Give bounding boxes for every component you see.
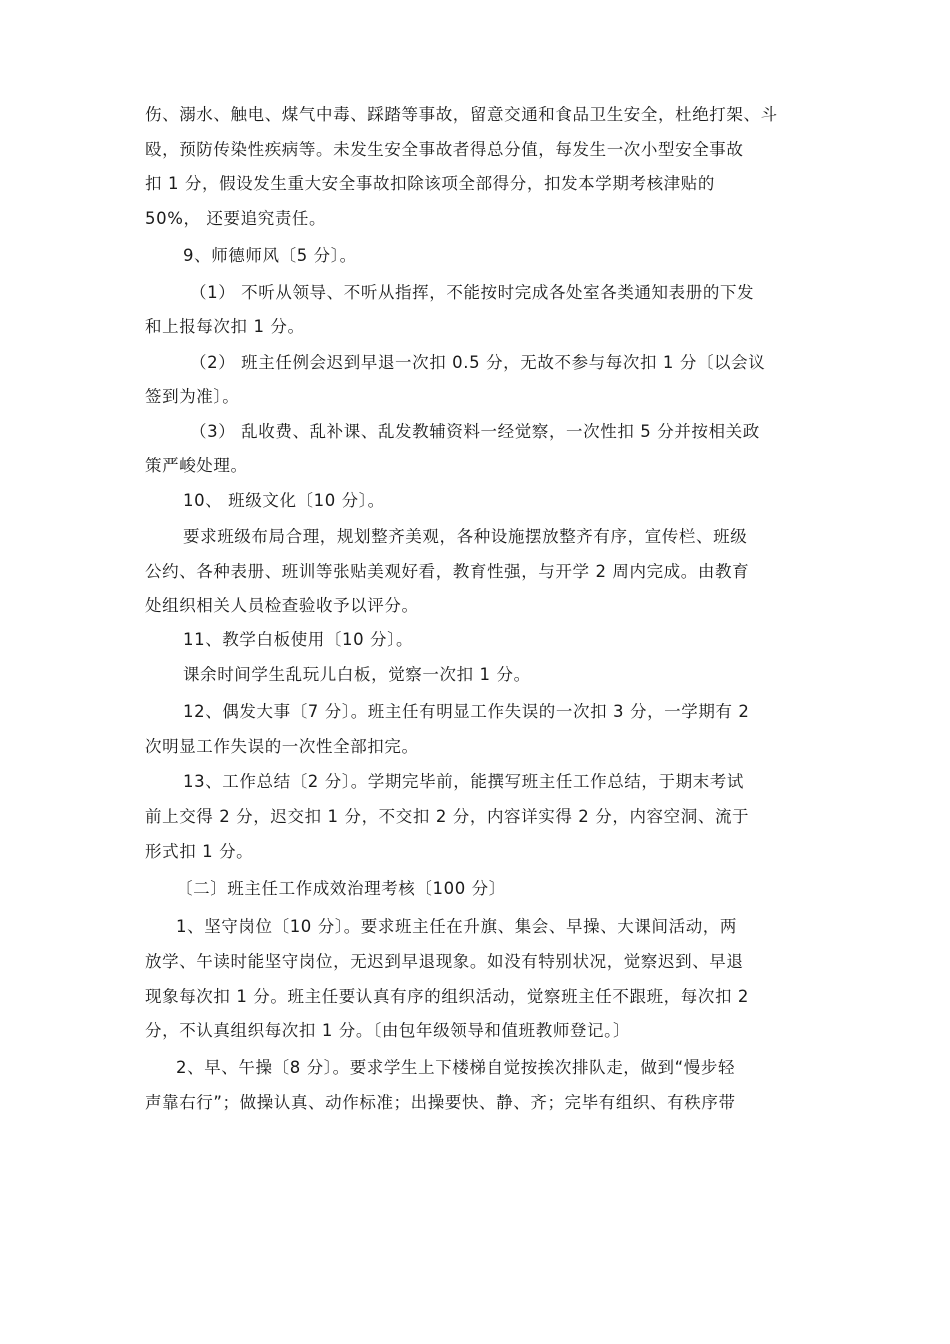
text-line: 分，不认真组织每次扣 1 分。〔由包年级领导和值班教师登记。〕 (145, 1021, 631, 1040)
text-line: 签到为准〕。 (145, 387, 240, 406)
text-line: 策严峻处理。 (145, 456, 248, 475)
text-line: 声靠右行”；做操认真、动作标准；出操要快、静、齐；完毕有组织、有秩序带 (145, 1093, 736, 1112)
section-heading: 1、坚守岗位〔10 分〕。要求班主任在升旗、集会、早操、大课间活动，两 (176, 917, 737, 936)
text-line: 50%， 还要追究责任。 (145, 209, 327, 228)
text-line: 处组织相关人员检查验收予以评分。 (145, 596, 419, 615)
section-heading: 10、 班级文化〔10 分〕。 (183, 491, 385, 510)
text-line: 要求班级布局合理，规划整齐美观，各种设施摆放整齐有序，宣传栏、班级 (183, 527, 748, 546)
section-heading: 12、偶发大事〔7 分〕。班主任有明显工作失误的一次扣 3 分，一学期有 2 (183, 702, 750, 721)
section-heading: 9、师德师风〔5 分〕。 (183, 246, 357, 265)
text-line: 前上交得 2 分，迟交扣 1 分，不交扣 2 分，内容详实得 2 分，内容空洞、流于 (145, 807, 750, 826)
text-line: 伤、溺水、触电、煤气中毒、踩踏等事故，留意交通和食品卫生安全，杜绝打架、斗 (145, 105, 778, 124)
text-line: 扣 1 分，假设发生重大安全事故扣除该项全部得分，扣发本学期考核津贴的 (145, 174, 715, 193)
text-line: （1） 不听从领导、不听从指挥，不能按时完成各处室各类通知表册的下发 (190, 283, 755, 302)
text-line: 课余时间学生乱玩儿白板，觉察一次扣 1 分。 (183, 665, 531, 684)
text-line: 和上报每次扣 1 分。 (145, 317, 305, 336)
text-line: 次明显工作失误的一次性全部扣完。 (145, 737, 419, 756)
section-heading: 11、教学白板使用〔10 分〕。 (183, 630, 414, 649)
text-line: （3） 乱收费、乱补课、乱发教辅资料一经觉察，一次性扣 5 分并按相关政 (190, 422, 760, 441)
text-line: 放学、午读时能坚守岗位，无迟到早退现象。如没有特别状况，觉察迟到、早退 (145, 952, 744, 971)
section-heading: 13、工作总结〔2 分〕。学期完毕前，能撰写班主任工作总结，于期末考试 (183, 772, 744, 791)
text-line: （2） 班主任例会迟到早退一次扣 0.5 分，无故不参与每次扣 1 分〔以会议 (190, 353, 766, 372)
section-heading: 2、早、午操〔8 分〕。要求学生上下楼梯自觉按挨次排队走，做到“慢步轻 (176, 1058, 736, 1077)
text-line: 现象每次扣 1 分。班主任要认真有序的组织活动，觉察班主任不跟班，每次扣 2 (145, 987, 750, 1006)
text-line: 形式扣 1 分。 (145, 842, 254, 861)
text-line: 公约、各种表册、班训等张贴美观好看，教育性强，与开学 2 周内完成。由教育 (145, 562, 750, 581)
text-line: 殴，预防传染性疾病等。未发生安全事故者得总分值，每发生一次小型安全事故 (145, 140, 744, 159)
section-heading: 〔二〕班主任工作成效治理考核〔100 分〕 (176, 879, 506, 898)
